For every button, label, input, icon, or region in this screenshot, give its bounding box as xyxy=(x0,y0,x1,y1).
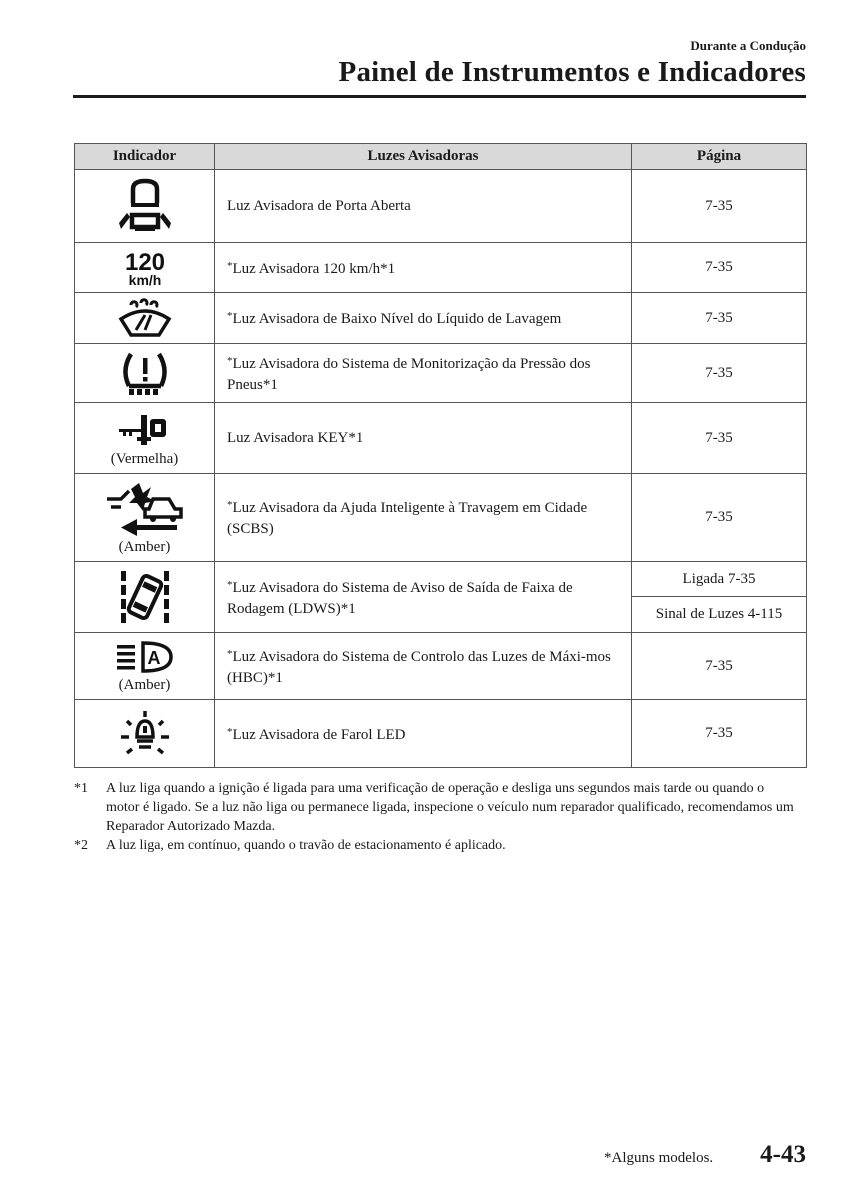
footnote-mark: *2 xyxy=(74,838,88,853)
page-reference: Sinal de Luzes 4-115 xyxy=(632,597,807,633)
table-row xyxy=(75,474,807,562)
warning-light-name: Luz Avisadora KEY*1 xyxy=(215,403,632,474)
indicator-cell xyxy=(75,403,215,474)
footnote-text: A luz liga quando a ignição é ligada para uma verificação de operação e desliga uns segundos mais tarde ou quando o motor é ligado. Se a luz não liga ou permanece ligada, inspecione o veículo num reparador qualificado, recomendamos um Reparador Autorizado Mazda. xyxy=(106,781,794,834)
column-header-warning-lights: Luzes Avisadoras xyxy=(215,144,632,170)
scbs-warning-icon xyxy=(103,479,187,537)
warning-light-name: *Luz Avisadora do Sistema de Aviso de Saída de Faixa de Rodagem (LDWS)*1 xyxy=(215,562,632,633)
svg-text:A: A xyxy=(147,647,160,668)
warning-light-name: *Luz Avisadora de Baixo Nível do Líquido de Lavagem xyxy=(215,293,632,344)
footnote-mark: *1 xyxy=(74,781,88,796)
door-open-warning-icon xyxy=(113,177,177,235)
tire-pressure-warning-icon xyxy=(117,348,173,398)
table-row xyxy=(75,243,807,293)
indicator-cell xyxy=(75,170,215,243)
warning-light-name: *Luz Avisadora da Ajuda Inteligente à Travagem em Cidade (SCBS) xyxy=(215,474,632,562)
table-row xyxy=(75,403,807,474)
page-reference: 7-35 xyxy=(632,243,807,293)
indicator-color-note: (Amber) xyxy=(118,676,171,693)
indicator-cell xyxy=(75,700,215,768)
page-reference: 7-35 xyxy=(632,633,807,700)
indicator-cell xyxy=(75,344,215,403)
page-reference: Ligada 7-35 xyxy=(632,562,807,597)
warning-light-name: *Luz Avisadora de Farol LED xyxy=(215,700,632,768)
svg-text:120: 120 xyxy=(124,248,165,276)
hbc-warning-icon xyxy=(113,639,177,675)
page-reference: 7-35 xyxy=(632,293,807,344)
indicator-cell xyxy=(75,474,215,562)
table-row xyxy=(75,293,807,344)
table-header-row xyxy=(75,144,807,170)
indicator-cell xyxy=(75,243,215,293)
page-reference: 7-35 xyxy=(632,170,807,243)
svg-text:km/h: km/h xyxy=(128,271,161,288)
table-row xyxy=(75,700,807,768)
page-reference: 7-35 xyxy=(632,403,807,474)
page-number: 4-43 xyxy=(760,1141,806,1168)
title-divider xyxy=(73,95,806,98)
page-reference: 7-35 xyxy=(632,700,807,768)
page-reference: 7-35 xyxy=(632,344,807,403)
footnote xyxy=(74,836,796,855)
indicator-color-note: (Vermelha) xyxy=(110,450,179,467)
warning-light-name: *Luz Avisadora do Sistema de Monitorização da Pressão dos Pneus*1 xyxy=(215,344,632,403)
table-row xyxy=(75,562,807,597)
table-row xyxy=(75,344,807,403)
washer-fluid-warning-icon xyxy=(115,297,175,339)
key-warning-icon xyxy=(115,409,175,449)
page-title: Painel de Instrumentos e Indicadores xyxy=(338,56,806,88)
table-row xyxy=(75,170,807,243)
column-header-page: Página xyxy=(632,144,807,170)
indicator-table xyxy=(74,143,807,768)
column-header-indicator: Indicador xyxy=(75,144,215,170)
section-label: Durante a Condução xyxy=(690,38,806,53)
table-row xyxy=(75,633,807,700)
warning-light-name: *Luz Avisadora 120 km/h*1 xyxy=(215,243,632,293)
speed-120-warning-icon xyxy=(120,248,170,288)
led-headlight-warning-icon xyxy=(115,707,175,761)
indicator-cell xyxy=(75,562,215,633)
warning-light-name: Luz Avisadora de Porta Aberta xyxy=(215,170,632,243)
models-note: *Alguns modelos. xyxy=(604,1150,714,1166)
warning-light-name: *Luz Avisadora do Sistema de Controlo das Luzes de Máxi-mos (HBC)*1 xyxy=(215,633,632,700)
indicator-cell xyxy=(75,293,215,344)
page-reference: 7-35 xyxy=(632,474,807,562)
indicator-color-note: (Amber) xyxy=(118,539,171,555)
ldws-warning-icon xyxy=(115,567,175,627)
footnote xyxy=(74,779,796,836)
indicator-cell xyxy=(75,633,215,700)
footnote-text: A luz liga, em contínuo, quando o travão de estacionamento é aplicado. xyxy=(106,838,506,853)
